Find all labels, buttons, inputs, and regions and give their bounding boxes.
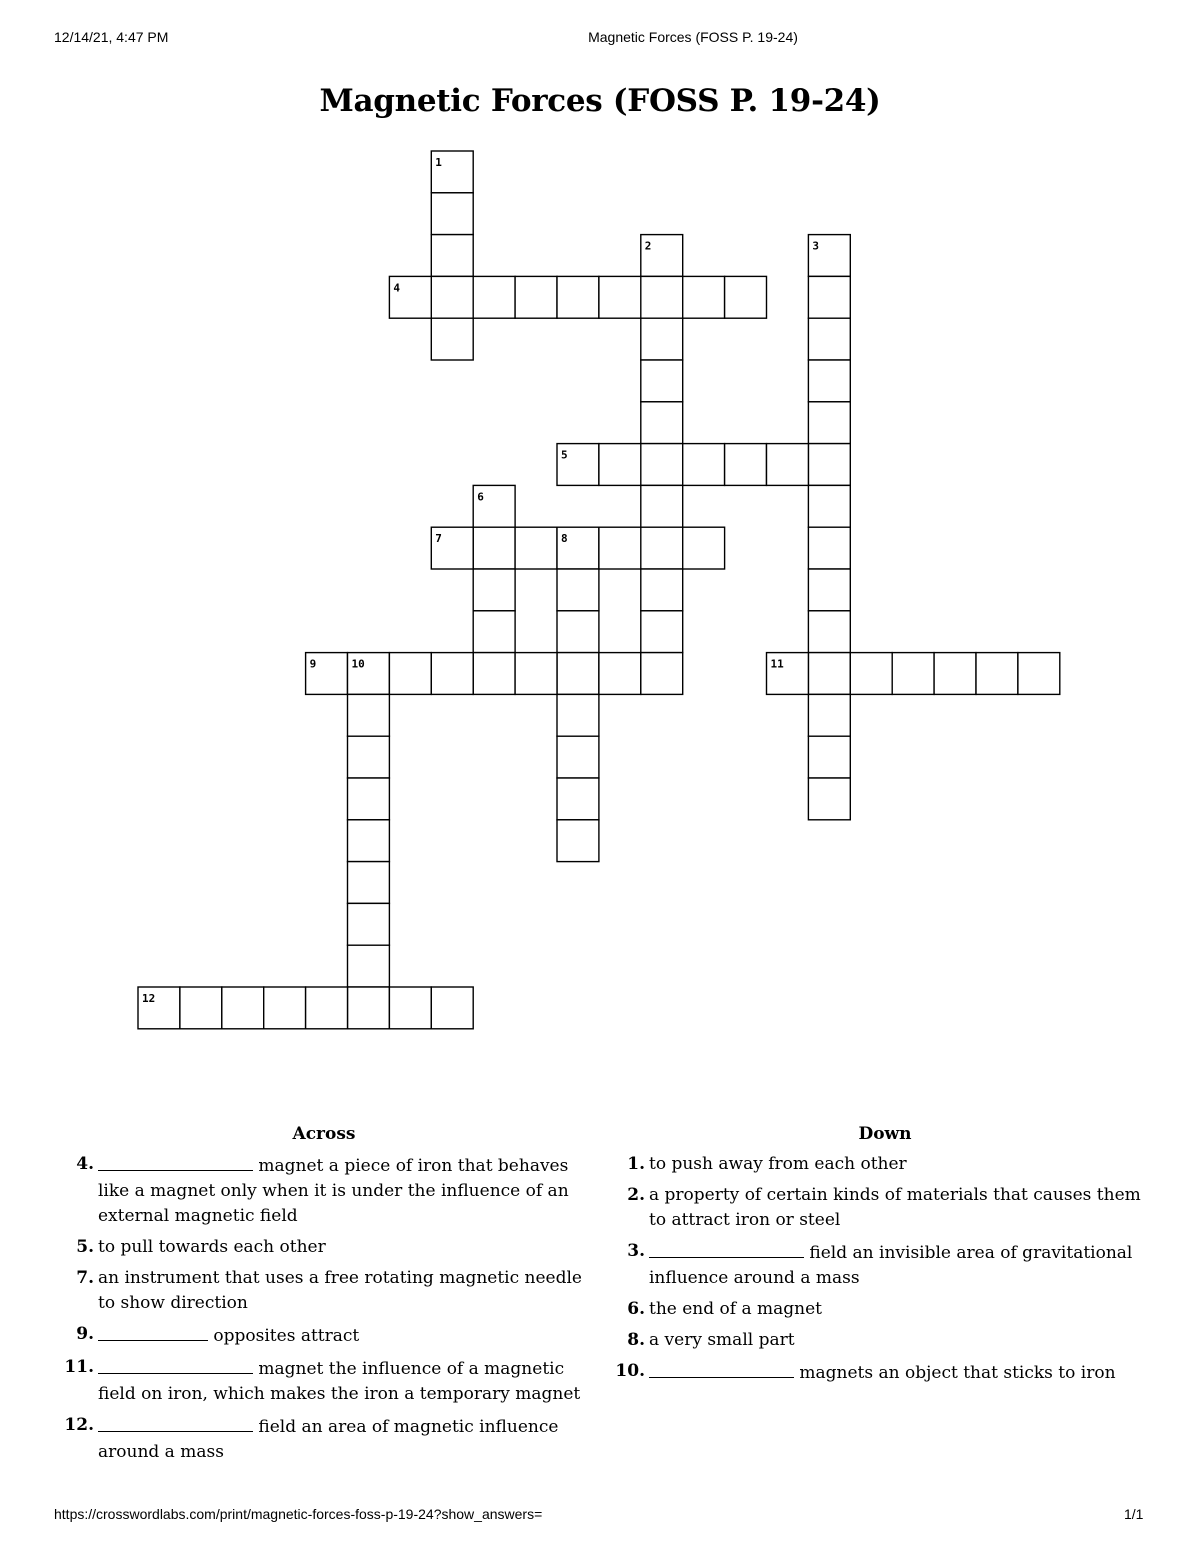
clue-number: 1.: [627, 1154, 645, 1174]
grid-cell[interactable]: [348, 653, 390, 695]
clue-number: 9.: [76, 1324, 94, 1344]
clue-text: magnets an object that sticks to iron: [799, 1363, 1116, 1383]
print-url: https://crosswordlabs.com/print/magnetic-forces-foss-p-19-24?show_answers=: [54, 1506, 543, 1522]
print-datetime: 12/14/21, 4:47 PM: [54, 29, 169, 45]
clue-across-item: [64, 1355, 584, 1407]
grid-cell[interactable]: [641, 653, 683, 695]
clue-number: 12.: [64, 1415, 94, 1435]
clue-text: field an invisible area of gravitational influence around a mass: [649, 1243, 1133, 1288]
grid-cell[interactable]: [473, 611, 515, 653]
grid-cell[interactable]: [808, 527, 850, 569]
grid-cell[interactable]: [473, 485, 515, 527]
grid-cell[interactable]: [641, 444, 683, 486]
grid-cell[interactable]: [348, 903, 390, 945]
down-heading: Down: [858, 1124, 912, 1144]
grid-cell[interactable]: [641, 485, 683, 527]
grid-cell[interactable]: [222, 987, 264, 1029]
grid-cell[interactable]: [348, 778, 390, 820]
grid-cell[interactable]: [557, 569, 599, 611]
grid-cell[interactable]: [348, 736, 390, 778]
grid-cell[interactable]: [808, 318, 850, 360]
answer-blank: [649, 1359, 794, 1378]
clue-across-item: [64, 1322, 584, 1349]
grid-cell[interactable]: [599, 527, 641, 569]
clue-down-item: [615, 1239, 1155, 1291]
grid-cell[interactable]: [515, 527, 557, 569]
grid-cell[interactable]: [431, 318, 473, 360]
page-number: 1/1: [1124, 1506, 1144, 1522]
grid-cell[interactable]: [557, 527, 599, 569]
grid-cell[interactable]: [431, 235, 473, 277]
grid-cell[interactable]: [808, 235, 850, 277]
clue-number: 3.: [627, 1241, 645, 1261]
clue-number: 8.: [627, 1330, 645, 1350]
clue-number-label: 4: [393, 281, 401, 295]
grid-cell[interactable]: [557, 820, 599, 862]
grid-cell[interactable]: [431, 653, 473, 695]
clue-number: 2.: [627, 1185, 645, 1205]
clue-text: to pull towards each other: [98, 1237, 326, 1257]
grid-cell[interactable]: [557, 694, 599, 736]
grid-cell[interactable]: [808, 276, 850, 318]
across-clues: [64, 1122, 584, 1471]
grid-cell[interactable]: [641, 569, 683, 611]
clue-text: a property of certain kinds of materials that causes them to attract iron or steel: [649, 1185, 1141, 1230]
clue-number-label: 3: [812, 239, 820, 253]
grid-cell[interactable]: [725, 444, 767, 486]
clue-across-item: [64, 1152, 584, 1229]
grid-cell[interactable]: [767, 653, 809, 695]
grid-cell[interactable]: [557, 444, 599, 486]
clue-number: 6.: [627, 1299, 645, 1319]
clue-number-label: 12: [142, 992, 156, 1005]
answer-blank: [98, 1355, 253, 1374]
grid-cell[interactable]: [808, 653, 850, 695]
grid-cell[interactable]: [557, 276, 599, 318]
clue-number-label: 2: [644, 239, 652, 253]
grid-cell[interactable]: [557, 736, 599, 778]
clue-across-item: [64, 1235, 584, 1260]
grid-cell[interactable]: [808, 611, 850, 653]
clue-text: opposites attract: [213, 1326, 360, 1346]
grid-cell[interactable]: [599, 276, 641, 318]
clue-number-label: 11: [770, 657, 784, 671]
grid-cell[interactable]: [808, 778, 850, 820]
clue-number-label: 1: [435, 156, 442, 169]
clue-number: 7.: [76, 1268, 94, 1288]
clue-text: to push away from each other: [649, 1154, 907, 1174]
clue-number: 11.: [64, 1357, 94, 1377]
grid-cell[interactable]: [683, 444, 725, 486]
grid-cell[interactable]: [389, 653, 431, 695]
grid-cell[interactable]: [557, 611, 599, 653]
grid-cell[interactable]: [599, 444, 641, 486]
answer-blank: [649, 1239, 804, 1258]
grid-cell[interactable]: [389, 276, 431, 318]
grid-cell[interactable]: [808, 485, 850, 527]
grid-cell[interactable]: [348, 862, 390, 904]
grid-cell[interactable]: [934, 653, 976, 695]
grid-cell[interactable]: [306, 653, 348, 695]
grid-cell[interactable]: [808, 360, 850, 402]
grid-cell[interactable]: [138, 987, 180, 1029]
grid-cell[interactable]: [348, 945, 390, 987]
grid-cell[interactable]: [264, 987, 306, 1029]
grid-cell[interactable]: [641, 402, 683, 444]
grid-cell[interactable]: [850, 653, 892, 695]
answer-blank: [98, 1413, 253, 1432]
grid-cell[interactable]: [1018, 653, 1060, 695]
grid-cell[interactable]: [599, 653, 641, 695]
grid-cell[interactable]: [808, 736, 850, 778]
grid-cell[interactable]: [557, 778, 599, 820]
grid-cell[interactable]: [808, 569, 850, 611]
grid-cell[interactable]: [641, 318, 683, 360]
puzzle-title: Magnetic Forces (FOSS P. 19-24): [319, 83, 881, 119]
clue-text: a very small part: [649, 1330, 795, 1350]
grid-cell[interactable]: [348, 987, 390, 1029]
grid-cell[interactable]: [683, 276, 725, 318]
clue-across-item: [64, 1266, 584, 1316]
clue-number-label: 8: [561, 532, 568, 546]
clue-number: 10.: [615, 1361, 645, 1381]
clue-down-item: [615, 1328, 1155, 1353]
grid-cell[interactable]: [892, 653, 934, 695]
down-clues: [615, 1122, 1155, 1392]
grid-cell[interactable]: [808, 694, 850, 736]
answer-blank: [98, 1152, 253, 1171]
grid-cell[interactable]: [976, 653, 1018, 695]
print-header-title: Magnetic Forces (FOSS P. 19-24): [588, 29, 798, 45]
grid-cell[interactable]: [431, 276, 473, 318]
clue-text: an instrument that uses a free rotating magnetic needle to show direction: [98, 1268, 582, 1313]
grid-cell[interactable]: [348, 694, 390, 736]
clue-number: 5.: [76, 1237, 94, 1257]
across-heading: Across: [292, 1124, 356, 1144]
grid-cell[interactable]: [767, 444, 809, 486]
clue-number-label: 9: [309, 657, 317, 671]
grid-cell[interactable]: [431, 527, 473, 569]
clue-text: field an area of magnetic influence around a mass: [98, 1417, 559, 1462]
answer-blank: [98, 1322, 208, 1341]
clue-down-item: [615, 1152, 1155, 1177]
clue-down-item: [615, 1183, 1155, 1233]
grid-cell[interactable]: [725, 276, 767, 318]
grid-cell[interactable]: [306, 987, 348, 1029]
grid-cell[interactable]: [641, 527, 683, 569]
grid-cell[interactable]: [348, 820, 390, 862]
clue-text: magnet the influence of a magnetic field on iron, which makes the iron a temporary magnet: [98, 1359, 581, 1404]
clue-number-label: 7: [435, 532, 442, 546]
grid-cell[interactable]: [431, 151, 473, 193]
grid-cell[interactable]: [683, 527, 725, 569]
grid-cell[interactable]: [641, 235, 683, 277]
clue-text: the end of a magnet: [649, 1299, 822, 1319]
grid-cell[interactable]: [389, 987, 431, 1029]
clue-number: 4.: [76, 1154, 94, 1174]
grid-cell[interactable]: [515, 653, 557, 695]
grid-cell[interactable]: [641, 360, 683, 402]
grid-cell[interactable]: [808, 444, 850, 486]
grid-cell[interactable]: [473, 276, 515, 318]
grid-cell[interactable]: [808, 402, 850, 444]
grid-cell[interactable]: [180, 987, 222, 1029]
clue-text: magnet a piece of iron that behaves like a magnet only when it is under the influence of an external magnetic field: [98, 1156, 569, 1226]
grid-cell[interactable]: [641, 611, 683, 653]
clue-number-label: 6: [477, 490, 484, 504]
grid-cell[interactable]: [431, 193, 473, 235]
grid-cell[interactable]: [473, 527, 515, 569]
grid-cell[interactable]: [641, 276, 683, 318]
grid-cell[interactable]: [473, 653, 515, 695]
clue-across-item: [64, 1413, 584, 1465]
grid-cell[interactable]: [515, 276, 557, 318]
grid-cell[interactable]: [557, 653, 599, 695]
clue-down-item: [615, 1359, 1155, 1386]
grid-cell[interactable]: [431, 987, 473, 1029]
clue-number-label: 5: [561, 448, 568, 462]
clue-number-label: 10: [351, 657, 365, 671]
clue-down-item: [615, 1297, 1155, 1322]
grid-cell[interactable]: [473, 569, 515, 611]
